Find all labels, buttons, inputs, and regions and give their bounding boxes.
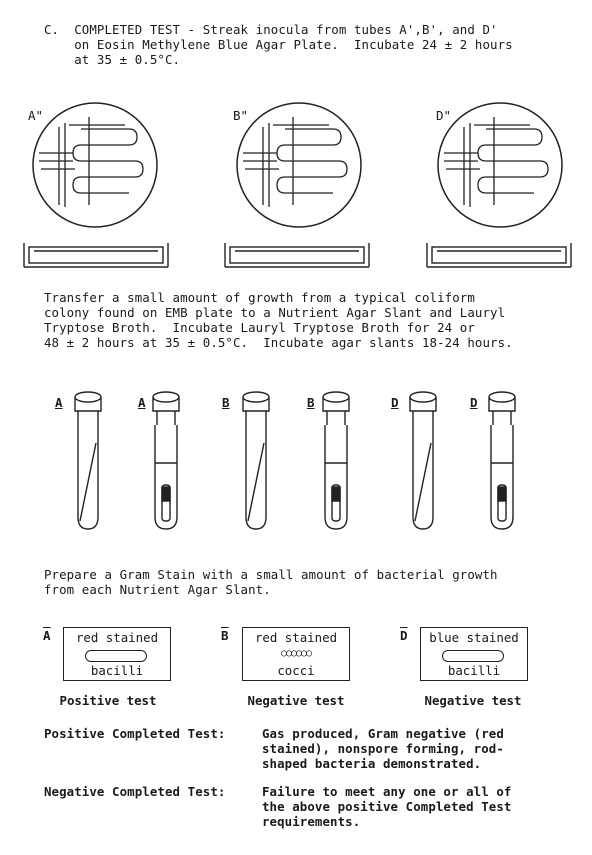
slide-d-stain: blue stained [429, 630, 519, 645]
bacilli-icon [85, 650, 147, 662]
plate-b [237, 103, 361, 227]
tube-broth-a [153, 392, 179, 529]
cocci-icon: ○○○○○○ [280, 648, 312, 659]
slide-b-caption: Negative test [247, 693, 345, 708]
slide-b [242, 627, 350, 681]
tube-label-b-slant: B [222, 395, 230, 410]
plate-d [438, 103, 562, 227]
plate-a [33, 103, 157, 227]
positive-def-1: Gas produced, Gram negative (red [262, 726, 504, 741]
negative-def-2: the above positive Completed Test [262, 799, 512, 814]
slide-b-stain: red stained [254, 630, 338, 645]
tube-label-a-slant: A [55, 395, 63, 410]
slide-a-caption: Positive test [59, 693, 157, 708]
dish-side-a [24, 243, 168, 267]
heading-line-1: C. COMPLETED TEST - Streak inocula from tubes A',B', and D' [44, 22, 498, 37]
slide-label-a: $\overline{A}$ [43, 628, 51, 643]
slide-label-b: $\overline{B}$ [221, 628, 229, 643]
tube-label-d-slant: D [391, 395, 399, 410]
plate-label-a: A" [28, 108, 44, 123]
negative-def-1: Failure to meet any one or all of [262, 784, 512, 799]
heading-line-3: at 35 ± 0.5°C. [44, 52, 181, 67]
plate-label-d: D" [436, 108, 452, 123]
transfer-line-2: colony found on EMB plate to a Nutrient Agar Slant and Lauryl [44, 305, 506, 320]
positive-def-3: shaped bacteria demonstrated. [262, 756, 482, 771]
negative-term: Negative Completed Test: [44, 784, 226, 799]
tube-label-b-broth: B [307, 395, 315, 410]
gram-line-2: from each Nutrient Agar Slant. [44, 582, 271, 597]
tube-label-a-broth: A [138, 395, 146, 410]
slide-a [63, 627, 171, 681]
slide-d-caption: Negative test [424, 693, 522, 708]
dish-side-d [427, 243, 571, 267]
heading-line-2: on Eosin Methylene Blue Agar Plate. Incubate 24 ± 2 hours [44, 37, 513, 52]
slide-label-d: $\overline{D}$ [400, 628, 408, 643]
slide-b-morphology: cocci [277, 663, 315, 678]
slide-a-morphology: bacilli [90, 663, 144, 678]
gram-line-1: Prepare a Gram Stain with a small amount of bacterial growth [44, 567, 498, 582]
dish-side-b [225, 243, 369, 267]
slide-a-stain: red stained [75, 630, 159, 645]
transfer-line-3: Tryptose Broth. Incubate Lauryl Tryptose Broth for 24 or [44, 320, 475, 335]
tube-label-d-broth: D [470, 395, 478, 410]
slide-d [420, 627, 528, 681]
positive-def-2: stained), nonspore forming, rod- [262, 741, 504, 756]
tube-slant-a [75, 392, 101, 529]
bacilli-icon [442, 650, 504, 662]
plate-label-b: B" [233, 108, 249, 123]
tube-broth-d [489, 392, 515, 529]
transfer-line-4: 48 ± 2 hours at 35 ± 0.5°C. Incubate agar slants 18-24 hours. [44, 335, 513, 350]
positive-term: Positive Completed Test: [44, 726, 226, 741]
transfer-line-1: Transfer a small amount of growth from a typical coliform [44, 290, 475, 305]
tube-slant-b [243, 392, 269, 529]
slide-d-morphology: bacilli [447, 663, 501, 678]
tube-slant-d [410, 392, 436, 529]
tube-broth-b [323, 392, 349, 529]
negative-def-3: requirements. [262, 814, 361, 829]
